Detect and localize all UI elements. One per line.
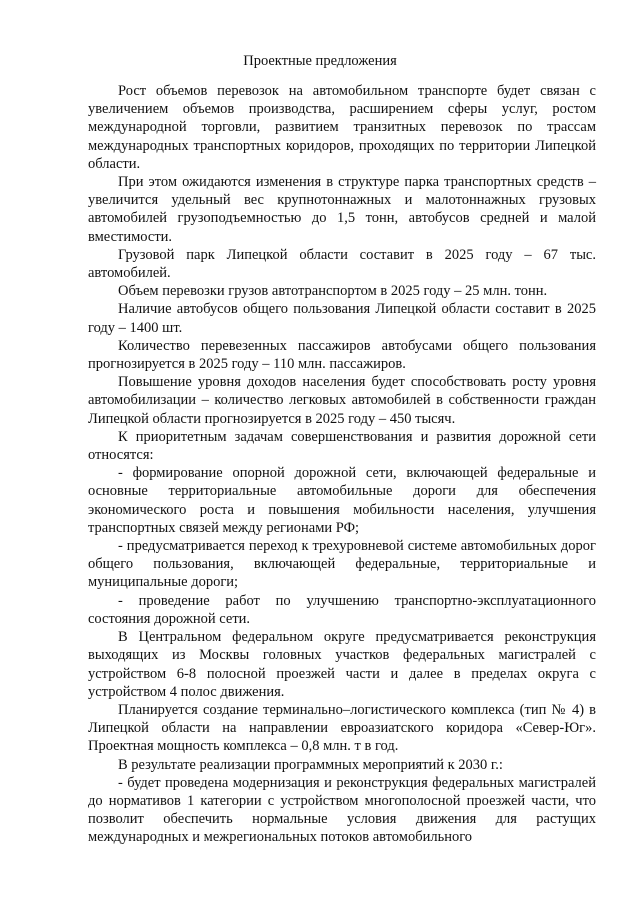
- paragraph: Планируется создание терминально–логистического комплекса (тип № 4) в Липецкой области на направлении евроазиатского коридора «Север-Юг». Проектная мощность комплекса – 0,8 млн. т в год.: [88, 701, 596, 755]
- paragraph: Объем перевозки грузов автотранспортом в 2025 году – 25 млн. тонн.: [118, 283, 548, 300]
- paragraph: В результате реализации программных мероприятий к 2030 г.:: [118, 756, 503, 773]
- paragraph: Наличие автобусов общего пользования Липецкой области составит в 2025 году – 1400 шт.: [88, 301, 596, 336]
- paragraph: В Центральном федеральном округе предусматривается реконструкция выходящих из Москвы головных участков федеральных магистралей с устройством 6-8 полосной проезжей части и далее в пределах округа с устройством 4 полос движения.: [88, 629, 596, 700]
- document-body: [88, 82, 596, 847]
- paragraph: К приоритетным задачам совершенствования и развития дорожной сети относятся:: [88, 428, 596, 464]
- paragraph: Рост объемов перевозок на автомобильном транспорте будет связан с увеличением объемов производства, расширением сферы услуг, ростом международной торговли, развитием транзитных перевозок по трассам международных транспортных коридоров, проходящих по территории Липецкой области.: [88, 83, 596, 172]
- page-title: Проектные предложения: [243, 53, 397, 69]
- list-item: - предусматривается переход к трехуровневой системе автомобильных дорог общего пользования, включающей федеральные, территориальные и муниципальные дороги;: [88, 538, 596, 591]
- paragraph: При этом ожидаются изменения в структуре парка транспортных средств – увеличится удельный вес крупнотоннажных и малотоннажных грузовых автомобилей грузоподъемностью до 1,5 тонн, автобусов средней и малой вместимости.: [88, 174, 596, 245]
- paragraph: Грузовой парк Липецкой области составит в 2025 году – 67 тыс. автомобилей.: [88, 246, 596, 282]
- list-item: - будет проведена модернизация и реконструкция федеральных магистралей до нормативов 1 категории с устройством многополосной проезжей части, что позволит обеспечить нормальные условия движения для растущих международных и межрегиональных потоков автомобильного: [88, 774, 596, 846]
- paragraph: Повышение уровня доходов населения будет способствовать росту уровня автомобилизации – количество легковых автомобилей в собственности граждан Липецкой области прогнозируется в 2025 году – 450 тысяч.: [88, 374, 596, 427]
- list-item: - формирование опорной дорожной сети, включающей федеральные и основные территориальные автомобильные дороги для обеспечения экономического роста и повышения мобильности населения, улучшения транспортных связей между регионами РФ;: [88, 465, 596, 536]
- list-item: - проведение работ по улучшению транспортно-эксплуатационного состояния дорожной сети.: [88, 592, 596, 627]
- paragraph: Количество перевезенных пассажиров автобусами общего пользования прогнозируется в 2025 году – 110 млн. пассажиров.: [88, 337, 596, 373]
